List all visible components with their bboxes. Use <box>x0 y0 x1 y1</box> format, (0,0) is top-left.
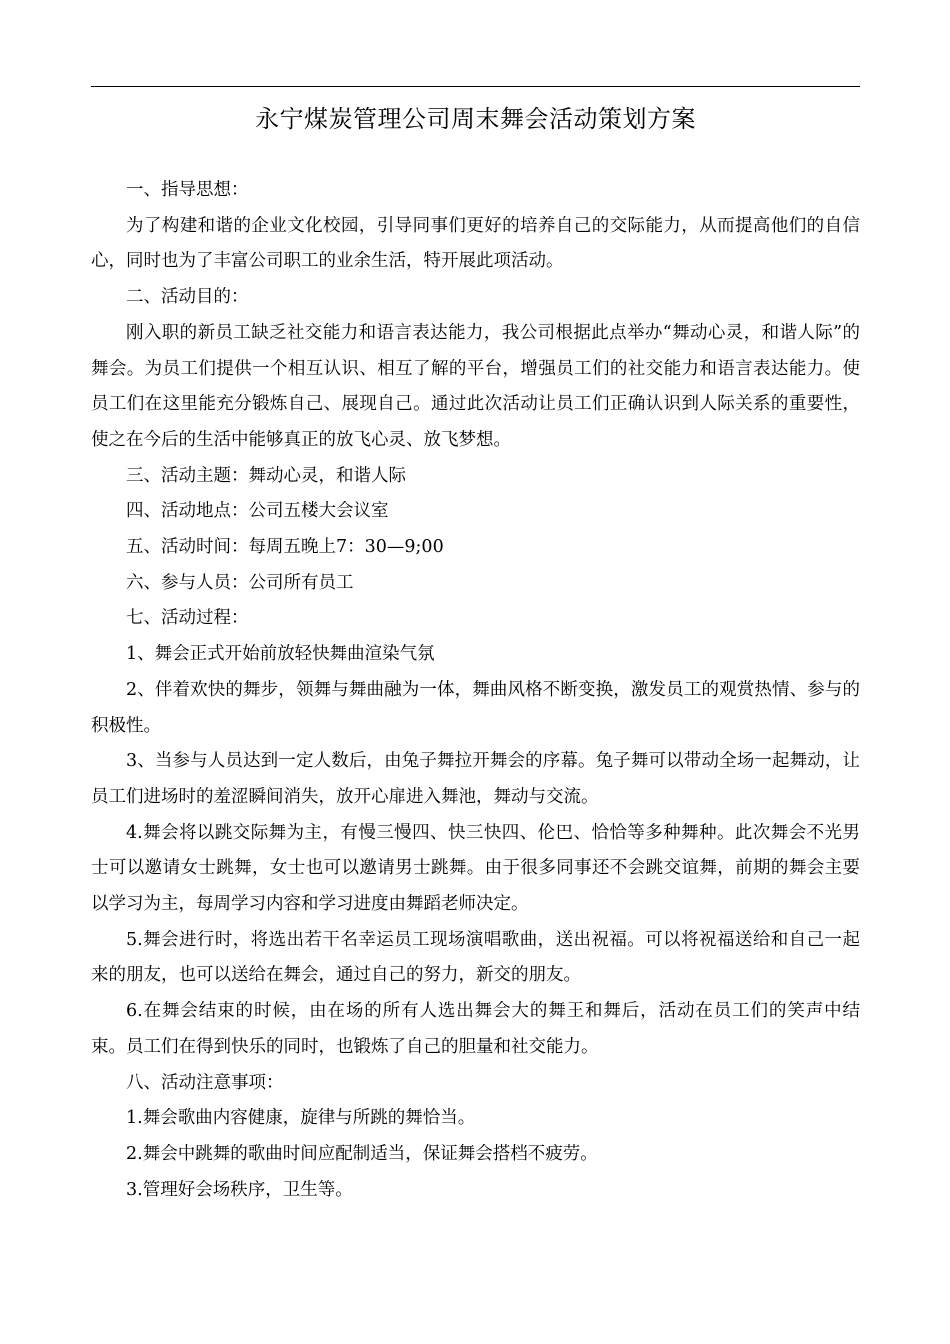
process-step-3: 3、当参与人员达到一定人数后，由兔子舞拉开舞会的序幕。兔子舞可以带动全场一起舞动，让员工们进场时的羞涩瞬间消失，放开心扉进入舞池，舞动与交流。 <box>91 751 860 807</box>
note-item-1: 1.舞会歌曲内容健康，旋律与所跳的舞恰当。 <box>126 1108 476 1129</box>
section-heading-purpose: 二、活动目的： <box>126 287 249 308</box>
section-heading-process: 七、活动过程： <box>126 608 249 629</box>
section-participants: 六、参与人员：公司所有员工 <box>126 572 354 593</box>
document-title: 永宁煤炭管理公司周末舞会活动策划方案 <box>255 105 696 133</box>
process-step-1: 1、舞会正式开始前放轻快舞曲渲染气氛 <box>126 644 435 665</box>
section-heading-notes: 八、活动注意事项： <box>126 1072 284 1093</box>
note-item-2: 2.舞会中跳舞的歌曲时间应配制适当，保证舞会搭档不疲劳。 <box>126 1143 598 1164</box>
header-rule <box>91 86 860 87</box>
process-step-4: 4.舞会将以跳交际舞为主，有慢三慢四、快三快四、伦巴、恰恰等多种舞种。此次舞会不光男士可以邀请女士跳舞，女士也可以邀请男士跳舞。由于很多同事还不会跳交谊舞，前期的舞会主要以学习为主，每周学习内容和学习进度由舞蹈老师决定。 <box>91 822 860 915</box>
document-body <box>91 173 860 1208</box>
section-location: 四、活动地点：公司五楼大会议室 <box>126 501 389 522</box>
section-heading-guiding-ideology: 一、指导思想： <box>126 180 249 200</box>
note-item-3: 3.管理好会场秩序，卫生等。 <box>126 1179 353 1200</box>
section-theme: 三、活动主题：舞动心灵，和谐人际 <box>126 465 406 486</box>
paragraph-purpose: 刚入职的新员工缺乏社交能力和语言表达能力，我公司根据此点举办“舞动心灵，和谐人际”的舞会。为员工们提供一个相互认识、相互了解的平台，增强员工们的社交能力和语言表达能力。使员工们在这里能充分锻炼自己、展现自己。通过此次活动让员工们正确认识到人际关系的重要性，使之在今后的生活中能够真正的放飞心灵、放飞梦想。 <box>91 322 860 450</box>
paragraph-guiding-ideology: 为了构建和谐的企业文化校园，引导同事们更好的培养自己的交际能力，从而提高他们的自信心，同时也为了丰富公司职工的业余生活，特开展此项活动。 <box>91 215 860 272</box>
process-step-2: 2、伴着欢快的舞步，领舞与舞曲融为一体，舞曲风格不断变换，激发员工的观赏热情、参与的积极性。 <box>91 679 860 736</box>
process-step-6: 6.在舞会结束的时候，由在场的所有人选出舞会大的舞王和舞后，活动在员工们的笑声中结束。员工们在得到快乐的同时，也锻炼了自己的胆量和社交能力。 <box>91 1001 860 1057</box>
process-step-5: 5.舞会进行时，将选出若干名幸运员工现场演唱歌曲，送出祝福。可以将祝福送给和自己一起来的朋友，也可以送给在舞会，通过自己的努力，新交的朋友。 <box>91 929 860 986</box>
section-time: 五、活动时间：每周五晚上7：30—9;00 <box>126 537 444 558</box>
